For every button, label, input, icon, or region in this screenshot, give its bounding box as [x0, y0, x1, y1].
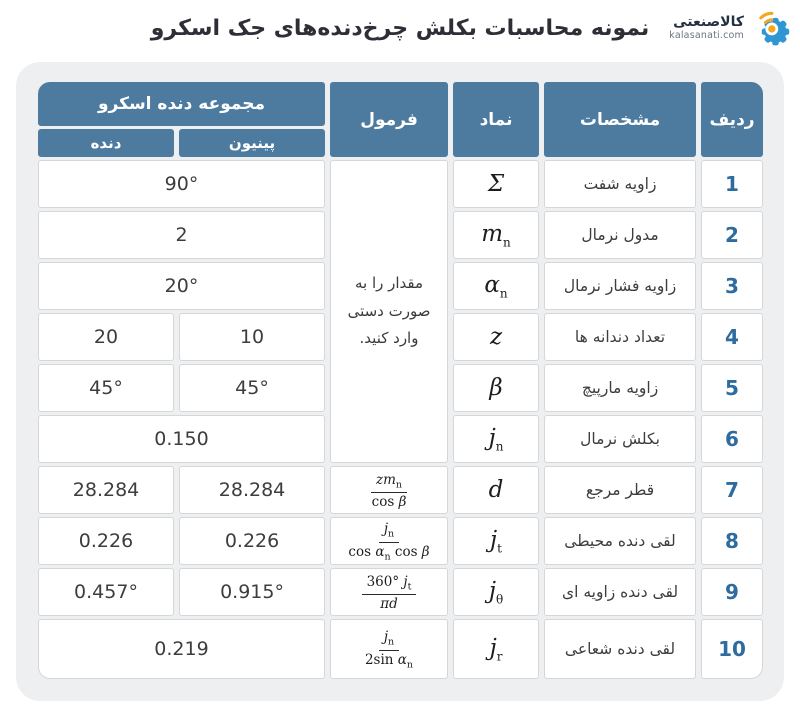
gear-wifi-icon — [748, 5, 792, 51]
table-row — [38, 466, 763, 514]
row-number: 9 — [701, 568, 763, 616]
row-number: 6 — [701, 415, 763, 463]
row-number: 7 — [701, 466, 763, 514]
formula-fraction: $\frac{zm_n}{\text{cos β}}$ — [371, 471, 407, 511]
value-merged: 0.219 — [38, 619, 325, 679]
header-gearset: مجموعه دنده اسکرو — [38, 82, 325, 126]
logo-text — [669, 14, 744, 41]
symbol-cell: Σ — [453, 160, 539, 208]
formula-fraction: $\frac{360^\circ j_t}{\pi d}$ — [362, 574, 417, 613]
value-merged: 0.150 — [38, 415, 325, 463]
table-card — [16, 62, 784, 701]
header-formula: فرمول — [330, 82, 448, 157]
spec-label: لقی دنده زاویه ای — [544, 568, 696, 616]
top-bar — [0, 0, 800, 62]
formula-cell — [330, 568, 448, 616]
header-pinion: پینیون — [179, 129, 325, 157]
header-spec: مشخصات — [544, 82, 696, 157]
logo-brand-name: کالاصنعتی — [673, 14, 744, 31]
site-logo[interactable] — [669, 5, 792, 51]
spec-label: لقی دنده شعاعی — [544, 619, 696, 679]
row-number: 1 — [701, 160, 763, 208]
value-gear: 0.226 — [38, 517, 174, 565]
spec-label: لقی دنده محیطی — [544, 517, 696, 565]
spec-label: زاویه مارپیچ — [544, 364, 696, 412]
table-row — [38, 568, 763, 616]
row-number: 4 — [701, 313, 763, 361]
formula-cell — [330, 517, 448, 565]
symbol-cell: $j_n$ — [453, 415, 539, 463]
table-row — [38, 517, 763, 565]
formula-cell — [330, 466, 448, 514]
row-number: 10 — [701, 619, 763, 679]
formula-fraction: $\frac{j_n}{2\sin \alpha_n}$ — [364, 629, 414, 671]
header-symbol: نماد — [453, 82, 539, 157]
formula-cell — [330, 619, 448, 679]
spec-label: قطر مرجع — [544, 466, 696, 514]
symbol-cell: $j_\theta$ — [453, 568, 539, 616]
symbol-cell: $\alpha_n$ — [453, 262, 539, 310]
row-number: 2 — [701, 211, 763, 259]
symbol-cell: β — [453, 364, 539, 412]
value-pinion: 0.226 — [179, 517, 325, 565]
value-gear: 28.284 — [38, 466, 174, 514]
spec-label: زاویه شفت — [544, 160, 696, 208]
spec-label: زاویه فشار نرمال — [544, 262, 696, 310]
value-pinion: 45° — [179, 364, 325, 412]
value-merged: 90° — [38, 160, 325, 208]
row-number: 5 — [701, 364, 763, 412]
manual-entry-note: مقدار را به صورت دستی وارد کنید. — [330, 160, 448, 463]
table-row — [38, 619, 763, 679]
header-gear: دنده — [38, 129, 174, 157]
value-merged: 20° — [38, 262, 325, 310]
spec-label: بکلش نرمال — [544, 415, 696, 463]
backlash-table — [33, 79, 768, 682]
header-row-number: ردیف — [701, 82, 763, 157]
value-pinion: 0.915° — [179, 568, 325, 616]
header-row — [38, 82, 763, 126]
row-number: 3 — [701, 262, 763, 310]
symbol-cell: $j_r$ — [453, 619, 539, 679]
value-pinion: 10 — [179, 313, 325, 361]
value-merged: 2 — [38, 211, 325, 259]
spec-label: تعداد دندانه ها — [544, 313, 696, 361]
symbol-cell: $j_t$ — [453, 517, 539, 565]
symbol-cell: z — [453, 313, 539, 361]
spec-label: مدول نرمال — [544, 211, 696, 259]
value-pinion: 28.284 — [179, 466, 325, 514]
row-number: 8 — [701, 517, 763, 565]
value-gear: 45° — [38, 364, 174, 412]
formula-fraction: $\frac{j_n}{\cos \alpha_n \cos \beta}$ — [348, 521, 430, 563]
symbol-cell: d — [453, 466, 539, 514]
page-title: نمونه محاسبات بکلش چرخ‌دنده‌های جک اسکرو — [150, 16, 650, 41]
table-row — [38, 160, 763, 208]
value-gear: 0.457° — [38, 568, 174, 616]
symbol-cell: $m_n$ — [453, 211, 539, 259]
logo-domain: kalasanati.com — [669, 29, 744, 41]
value-gear: 20 — [38, 313, 174, 361]
